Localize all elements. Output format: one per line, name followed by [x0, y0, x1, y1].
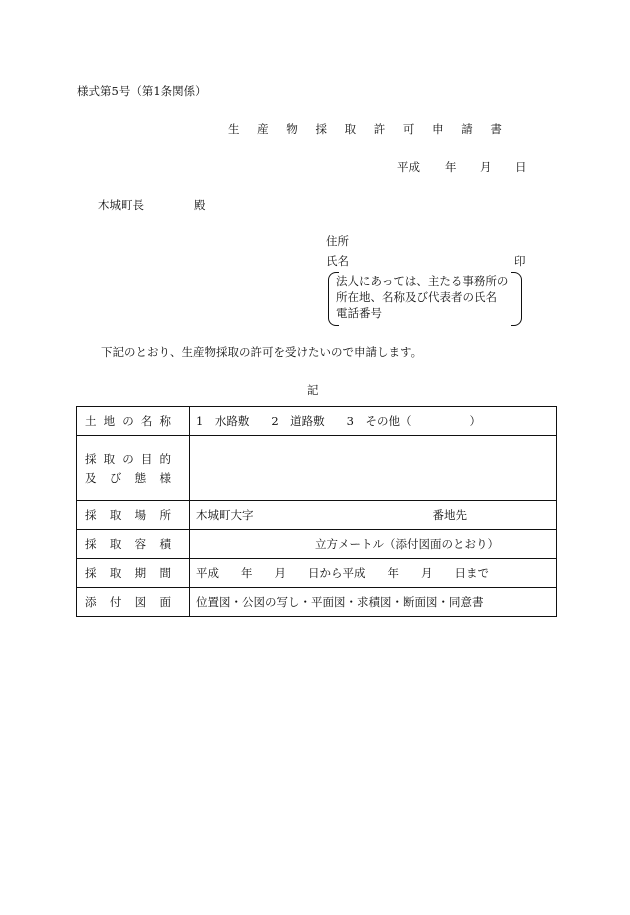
label-attachment: 添 付 図 面 [77, 588, 190, 617]
row-land-name [77, 407, 557, 436]
period-year-start: 年 [241, 566, 253, 580]
address-label: 住所 [326, 234, 349, 248]
row-period [77, 559, 557, 588]
period-month-end: 月 [421, 566, 433, 580]
label-purpose: 採 取 の 目 的 及 び 態 様 [77, 436, 190, 501]
value-place[interactable] [190, 501, 557, 530]
option-other: 3 その他（ [346, 414, 412, 428]
value-purpose[interactable] [190, 436, 557, 501]
addressee-name: 木城町長 [98, 198, 144, 212]
application-table [76, 406, 557, 617]
addressee-honorific: 殿 [194, 198, 206, 212]
date-day: 日 [515, 160, 527, 174]
row-place [77, 501, 557, 530]
row-attachment [77, 588, 557, 617]
date-month: 月 [480, 160, 492, 174]
label-volume: 採 取 容 積 [77, 530, 190, 559]
period-day-until: 日まで [454, 566, 489, 580]
value-volume[interactable] [190, 530, 557, 559]
row-purpose [77, 436, 557, 501]
value-period[interactable] [190, 559, 557, 588]
option-road: 2 道路敷 [271, 414, 325, 428]
attachment-list: 位置図・公図の写し・平面図・求積図・断面図・同意書 [196, 595, 484, 609]
volume-unit: 立方メートル（添付図面のとおり） [315, 537, 499, 551]
date-year: 年 [445, 160, 457, 174]
value-land-name[interactable] [190, 407, 557, 436]
form-number: 様式第5号（第1条関係） [77, 84, 207, 98]
bracket-right [511, 272, 522, 326]
document-title: 生 産 物 採 取 許 可 申 請 書 [228, 122, 509, 136]
seal-mark: 印 [514, 254, 526, 268]
label-place: 採 取 場 所 [77, 501, 190, 530]
body-text: 下記のとおり、生産物採取の許可を受けたいので申請します。 [101, 345, 423, 359]
period-era-start: 平成 [196, 566, 219, 580]
label-period: 採 取 期 間 [77, 559, 190, 588]
place-suffix: 番地先 [432, 508, 467, 522]
place-prefix: 木城町大字 [196, 508, 254, 522]
date-era: 平成 [397, 160, 420, 174]
corp-note-line2: 所在地、名称及び代表者の氏名 [336, 290, 497, 304]
option-other-close: ） [469, 414, 481, 428]
period-day-from: 日から平成 [308, 566, 366, 580]
corp-note-line1: 法人にあっては、主たる事務所の [336, 274, 509, 288]
phone-label: 電話番号 [336, 306, 382, 320]
name-label: 氏名 [326, 254, 349, 268]
option-waterway: 1 水路敷 [196, 414, 250, 428]
period-month-start: 月 [274, 566, 286, 580]
value-attachment [190, 588, 557, 617]
ki-heading: 記 [307, 383, 319, 397]
row-volume [77, 530, 557, 559]
period-year-end: 年 [387, 566, 399, 580]
label-land-name: 土 地 の 名 称 [77, 407, 190, 436]
